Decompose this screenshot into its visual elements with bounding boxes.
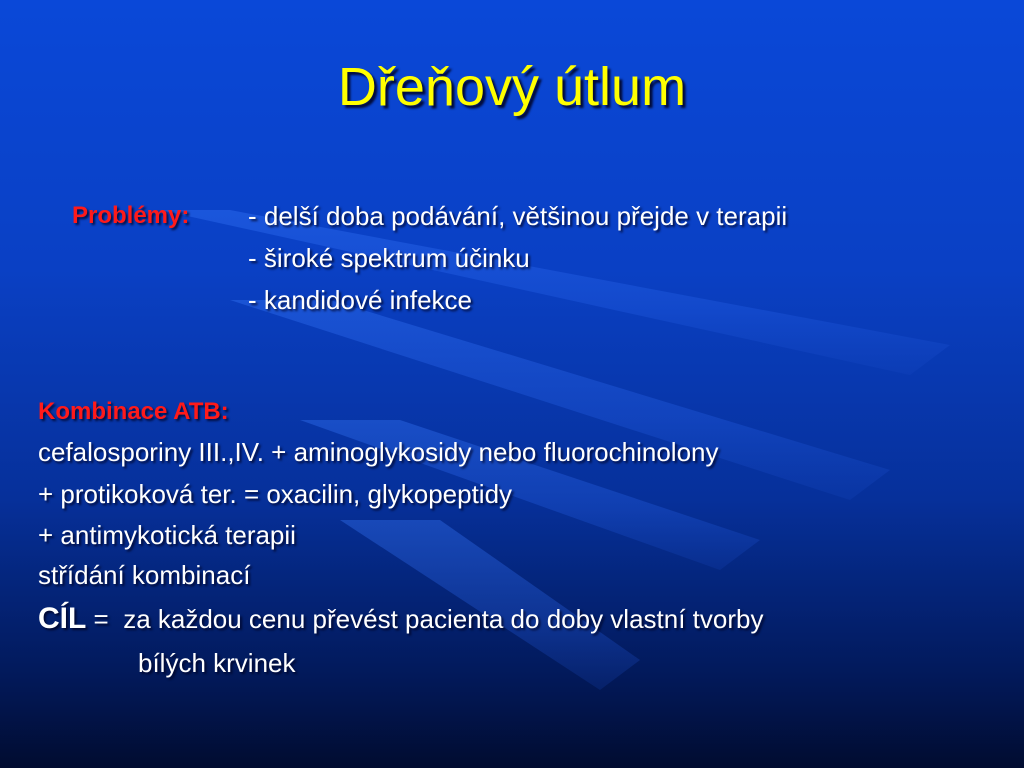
problem-item-3: - kandidové infekce [248, 285, 473, 315]
combination-heading: Kombinace ATB: [38, 398, 229, 425]
combination-line-3: + antimykotická terapii [38, 520, 296, 550]
problems-label: Problémy: [72, 202, 190, 229]
goal-line [38, 604, 763, 634]
goal-equals: = [86, 604, 124, 634]
combination-line-2: + protikoková ter. = oxacilin, glykopeptidy [38, 479, 513, 509]
combination-line-4: střídání kombinací [38, 560, 251, 590]
goal-label: CÍL [38, 602, 87, 635]
problem-item-2: - široké spektrum účinku [248, 243, 530, 273]
combination-line-1: cefalosporiny III.,IV. + aminoglykosidy nebo fluorochinolony [38, 437, 719, 467]
goal-text: za každou cenu převést pacienta do doby vlastní tvorby [123, 604, 764, 634]
goal-continuation: bílých krvinek [138, 648, 296, 678]
problem-item-1: - delší doba podávání, většinou přejde v terapii [248, 201, 788, 231]
slide-title: Dřeňový útlum [337, 57, 687, 117]
